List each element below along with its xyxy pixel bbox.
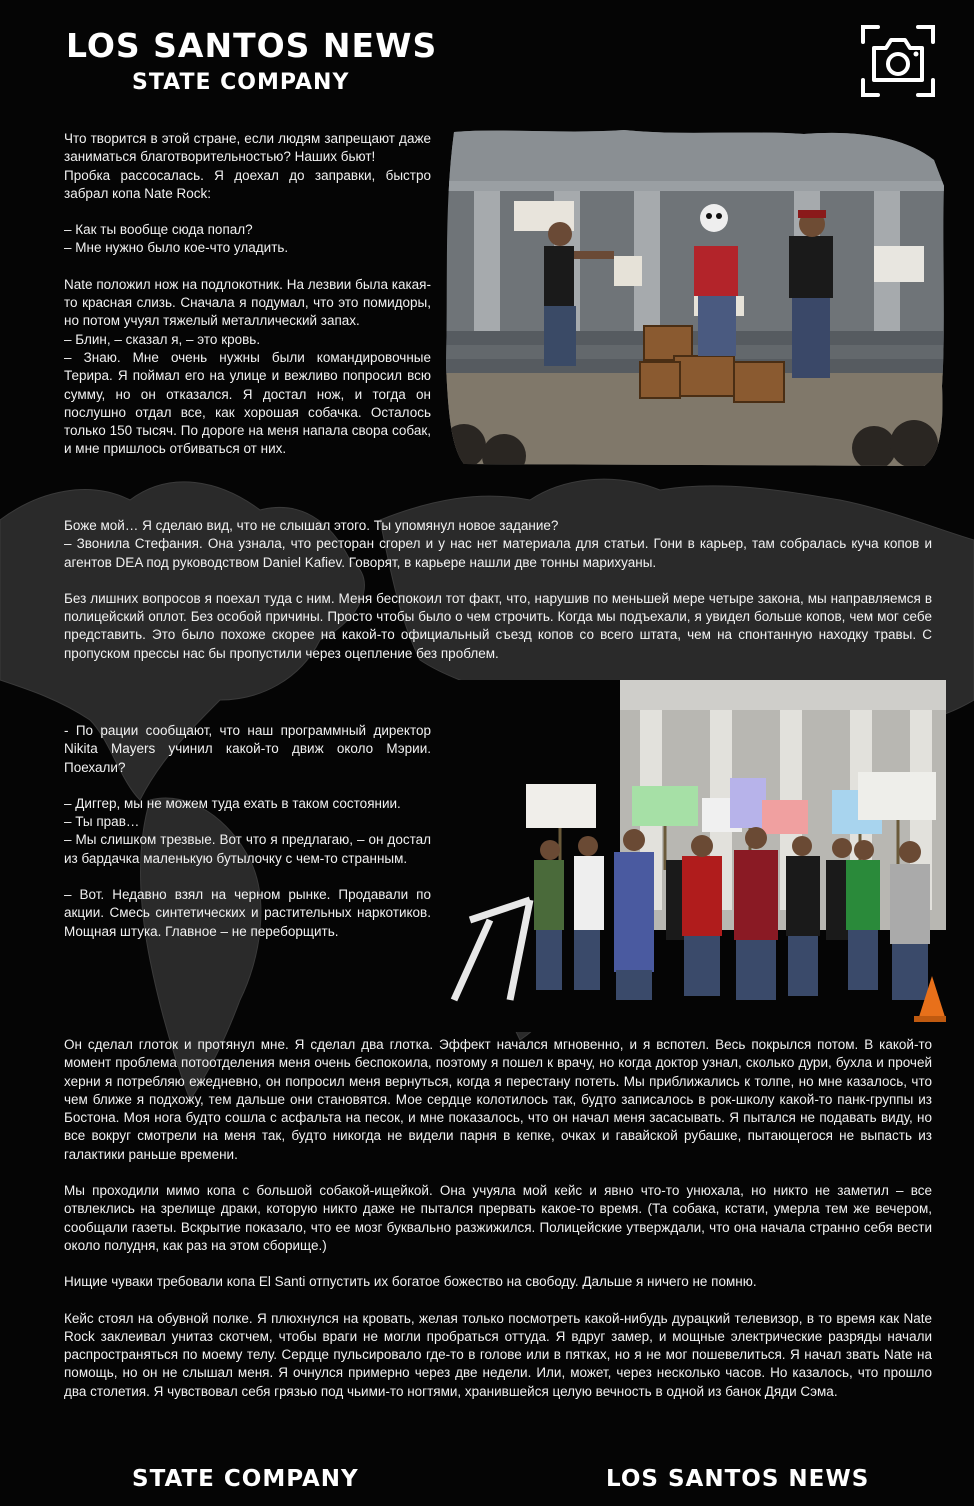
paragraph: Пробка рассосалась. Я доехал до заправки, быстро забрал копа Nate Rock:: [64, 167, 431, 201]
masthead-subtitle: STATE COMPANY: [132, 70, 350, 95]
footer-brand: LOS SANTOS NEWS: [606, 1466, 870, 1492]
paragraph: Мы проходили мимо копа с большой собакой-ищейкой. Она учуяла мой кейс и явно что-то унюхала, но никто не заметил – все отвлеклись на зрелище драки, которую никто даже не пытался прервать какое-то время. (Та собака, кстати, умерла тем же вечером, сообщали газеты. Вскрытие показало, что ее мозг буквально разжижился. Полицейские утверждали, что она начала странно себя вести около полудня, как раз на этом сборище.): [64, 1183, 932, 1253]
paragraph: Без лишних вопросов я поехал туда с ним. Меня беспокоил тот факт, что, нарушив по меньшей мере четыре закона, мы направляемся в полицейский оплот. Без особой причины. Просто чтобы было о чем строчить. Когда мы подъехали, я увидел больше копов, чем мог себе представить. Это было похоже скорее на какой-то официальный съезд копов со всего штата, чем на спонтанную находку травы. С пропуском прессы нас бы пропустили через оцепление без проблем.: [64, 590, 932, 661]
article-section-trip: [64, 1036, 932, 1401]
paragraph: Nate положил нож на подлокотник. На лезвии была какая-то красная слизь. Сначала я подумал, что это помидоры, но потом учуял тяжелый металлический запах.: [64, 276, 431, 329]
illustration-protest-crowd: [440, 680, 946, 1032]
dialogue-line: – Вот. Недавно взял на черном рынке. Продавали по акции. Смесь синтетических и растительных наркотиков. Мощная штука. Главное – не переборщить.: [64, 887, 431, 939]
camera-icon: [860, 24, 936, 98]
paragraph: Что творится в этой стране, если людям запрещают даже заниматься благотворительностью? Наших бьют!: [64, 131, 431, 165]
dialogue-line: – Мне нужно было кое-что уладить.: [64, 240, 289, 256]
dialogue-line: - По рации сообщают, что наш программный директор Nikita Mayers учинил какой-то движ около Мэрии. Поехали?: [64, 723, 431, 775]
dialogue-line: – Знаю. Мне очень нужны были командировочные Терира. Я поймал его на улице и вежливо попросил всю сумму, но он отказался. Я достал нож, и тогда он послушно отдал все, как хорошая собачка. Осталось только 150 тысяч. По дороге на меня напала свора собак, и мне пришлось отбиваться от них.: [64, 349, 431, 457]
paragraph: Кейс стоял на обувной полке. Я плюхнулся на кровать, желая только посмотреть какой-нибудь дурацкий телевизор, в то время как Nate Rock заклеивал унитаз скотчем, чтобы враги не могли пробраться оттуда. Я вдруг замер, и мощные электрические разряды начали распространяться по моему телу. Сердце пульсировало где-то в голове или в пятках, но я не мог пошевелиться. Я начал звать Nate на помощь, но он не слышал меня. Я очнулся примерно через две недели. Или, может, через несколько часов. Но казалось, что прошло два столетия. Я чувствовал себя грязью под чьими-то ногтями, хранившейся целую вечность в одной из банок Дяди Сэма.: [64, 1310, 932, 1399]
dialogue-line: – Ты прав…: [64, 814, 140, 830]
dialogue-line: – Звонила Стефания. Она узнала, что ресторан сгорел и у нас нет материала для статьи. Гони в карьер, там собралась куча копов и агентов DEA под руководством Daniel Kafiev. Говорят, в карьере нашли две тонны марихуаны.: [64, 536, 932, 570]
paragraph: Он сделал глоток и протянул мне. Я сделал два глотка. Эффект начался мгновенно, и я вспотел. Весь покрылся потом. В какой-то момент проблема потоотделения меня очень беспокоила, поэтому я пошел к врачу, но когда доктор узнал, сколько дури, бухла и прочей херни я потребляю ежедневно, он попросил меня вернуться, когда я перестану потеть. Мы приближались к толпе, но мне казалось, что чем ближе я подхожу, тем дальше они становятся. Мое сердце колотилось так, будто записалось в рок-школу какой-то панк-группы из Бостона. Моя нога будто сошла с асфальта на песок, и мне показалось, что он начал меня засасывать. Я пытался не подавать виду, но все вокруг смотрели на меня так, будто никогда не видели парня в кепке, очках и гавайской рубашке, пытающегося не выпасть из галактики раньше времени.: [64, 1037, 932, 1162]
paragraph: Нищие чуваки требовали копа El Santi отпустить их богатое божество на свободу. Дальше я ничего не помню.: [64, 1274, 757, 1290]
article-section-quarry: [64, 517, 932, 663]
article-section-radio: [64, 722, 431, 941]
dialogue-line: – Как ты вообще сюда попал?: [64, 222, 253, 238]
dialogue-line: – Диггер, мы не можем туда ехать в таком состоянии.: [64, 795, 401, 811]
masthead-title: LOS SANTOS NEWS: [66, 26, 438, 65]
paragraph: Боже мой… Я сделаю вид, что не слышал этого. Ты упомянул новое задание?: [64, 518, 559, 533]
article-intro: [64, 130, 431, 459]
footer-company: STATE COMPANY: [132, 1466, 359, 1492]
dialogue-line: – Мы слишком трезвые. Вот что я предлагаю, – он достал из бардачка маленькую бутылочку с чем-то странным.: [64, 832, 431, 866]
illustration-protest-steps: [444, 126, 948, 468]
dialogue-line: – Блин, – сказал я, – это кровь.: [64, 331, 261, 347]
